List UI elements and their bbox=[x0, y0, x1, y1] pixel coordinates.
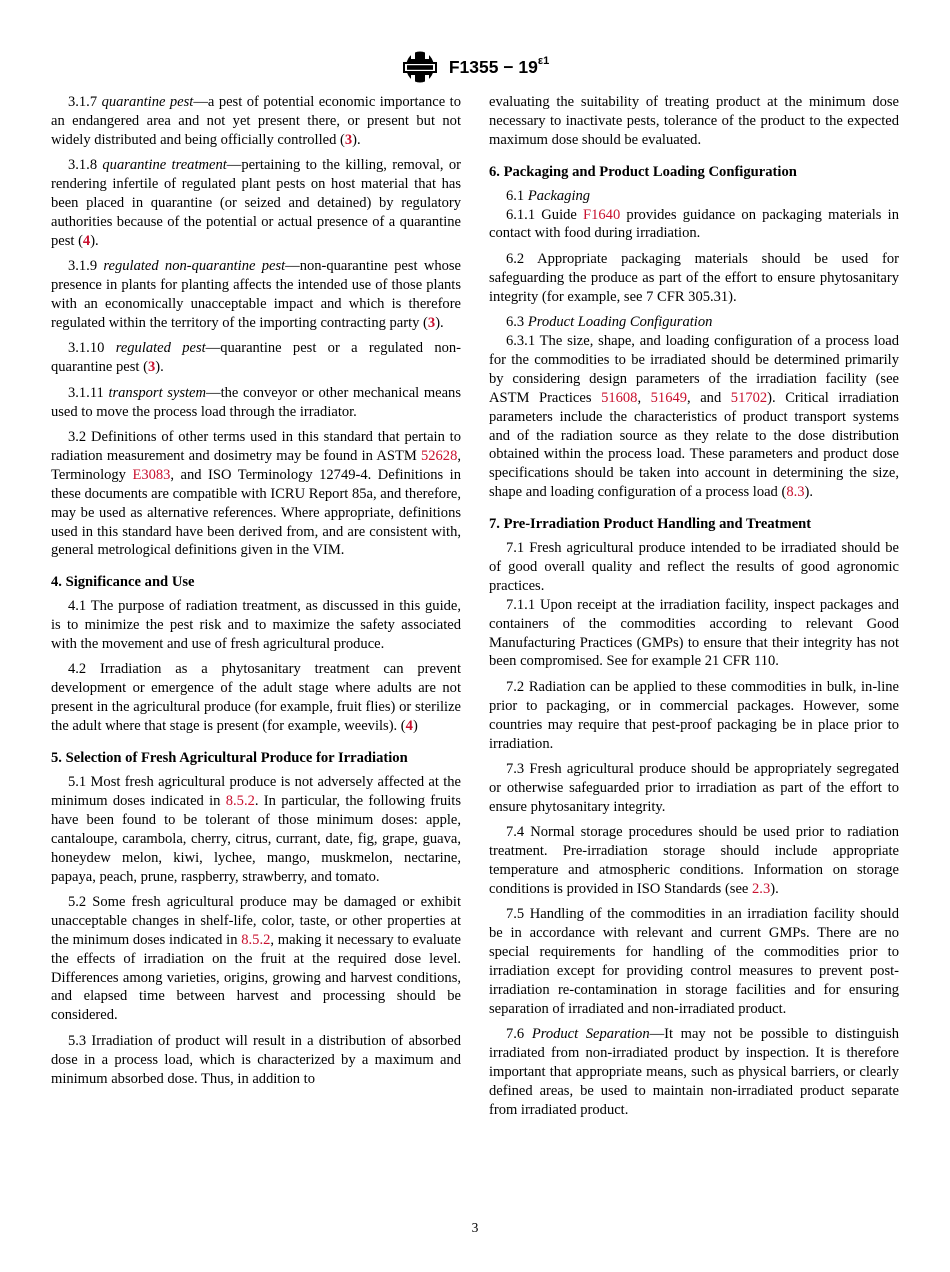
reference-link[interactable]: 3 bbox=[147, 359, 156, 376]
left-column bbox=[51, 93, 461, 1089]
reference-link[interactable]: 2.3 bbox=[752, 880, 771, 897]
para-3-2: 3.2 Definitions of other terms used in this standard that pertain to radiation measurement and dosimetry may be found in ASTM 52628, Terminology E3083, and ISO Terminology 12749-4. Definitions in these documents are compatible with ICRU Report 85a, and therefore, may be used as alternative references. Where appropriate, definitions used in this standard have been derived from, and are consistent with, general metrological definitions given in the VIM. bbox=[51, 429, 462, 559]
para-5-1: 5.1 Most fresh agricultural produce is not adversely affected at the minimum doses indicated in 8.5.2. In particular, the following fruits have been found to be tolerant of those minimum doses: apple, cantaloupe, carambola, cherry, citrus, currant, date, fig, grape, guava, honeydew melon, kiwi, lychee, mango, muskmelon, nectarine, papaya, peach, prune, raspberry, strawberry, and tomato. bbox=[51, 774, 461, 885]
reference-link[interactable]: 8.5.2 bbox=[225, 792, 255, 809]
para-6-3-1: 6.3.1 The size, shape, and loading configuration of a process load for the commodities to be irradiated should be determined primarily by considering design parameters of the irradiation facility (see ASTM Practices 51608, 51649, and 51702). Critical irradiation parameters include the characteristics of product transport systems and of the radiation source as they relate to the dose distribution obtained within the process load. These parameters and product dose specifications should be taken into account in determining the size, shape and loading configuration of a process load (8.3). bbox=[489, 332, 899, 501]
para-7-4: 7.4 Normal storage procedures should be used prior to radiation treatment. Pre-irradiation storage should include appropriate temperature and atmospheric conditions. Information on storage conditions is provided in ISO Standards (see 2.3). bbox=[489, 824, 899, 897]
reference-link[interactable]: 3 bbox=[344, 131, 353, 148]
para-7-6: 7.6 Product Separation—It may not be possible to distinguish irradiated from non-irradiated product by inspection. It is therefore important that appropriate means, such as physical barriers, or clearly defined areas, be used to maintain non-irradiated product separate from irradiated product. bbox=[489, 1026, 899, 1118]
reference-link[interactable]: 3 bbox=[427, 314, 436, 331]
para-7-1-1: 7.1.1 Upon receipt at the irradiation facility, inspect packages and containers of the commodities according to relevant Good Manufacturing Practices (GMPs) to ensure that their integrity has not been compromised. See for example 21 CFR 110. bbox=[489, 596, 899, 670]
edition-superscript: ε1 bbox=[537, 54, 550, 67]
right-column bbox=[489, 93, 899, 1120]
section-heading-6: 6. Packaging and Product Loading Configuration bbox=[489, 163, 797, 180]
para-6-2: 6.2 Appropriate packaging materials should be used for safeguarding the produce as part of the effort to ensure phytosanitary integrity (for example, see 7 CFR 305.31). bbox=[489, 250, 899, 305]
document-designation: $F1355 - 19^{\varepsilon 1}$ bbox=[448, 54, 550, 77]
para-3-1-7: 3.1.7 quarantine pest—a pest of potential economic importance to an endangered area and not yet present there, or present but not widely distributed and being officially controlled (3). bbox=[51, 94, 461, 148]
page-number: 3 bbox=[471, 1220, 479, 1235]
page-header bbox=[0, 50, 950, 84]
reference-link[interactable]: 4 bbox=[82, 232, 91, 249]
reference-link[interactable]: F1640 bbox=[583, 206, 621, 223]
para-3-1-8: 3.1.8 quarantine treatment—pertaining to the killing, removal, or rendering infertile of regulated plant pests on host material that has been placed in quarantine (or seized and detained) by regulatory authorities because of the potential or actual presence of a quarantine pest (4). bbox=[51, 157, 461, 249]
para-7-3: 7.3 Fresh agricultural produce should be appropriately segregated or otherwise safeguarded prior to irradiation as part of the effort to ensure phytosanitary integrity. bbox=[489, 761, 899, 815]
para-7-5: 7.5 Handling of the commodities in an irradiation facility should be in accordance with relevant and current GMPs. There are no special requirements for handling of the commodities prior to irradiation except for providing control measures to prevent post-irradiation re-contamination in storage facilities and for ensuring separation of irradiated and non-irradiated product. bbox=[489, 906, 899, 1017]
reference-link[interactable]: 51649 bbox=[650, 389, 688, 406]
para-4-2: 4.2 Irradiation as a phytosanitary treatment can prevent development or emergence of the adult stage where adults are not present in the agricultural produce (for example, fruit flies) or sterilize the adult where that stage is present (for example, weevils). (4) bbox=[51, 661, 461, 735]
reference-link[interactable]: 51702 bbox=[730, 389, 768, 406]
para-3-1-11: 3.1.11 transport system—the conveyor or other mechanical means used to move the process load through the irradiator. bbox=[51, 384, 461, 420]
para-6-3: 6.3 Product Loading Configuration bbox=[506, 314, 713, 331]
para-3-1-9: 3.1.9 regulated non-quarantine pest—non-quarantine pest whose presence in plants for planting affects the intended use of those plants with an economically unacceptable impact and which is therefore regulated within the territory of the importing contracting party (3). bbox=[51, 258, 461, 331]
para-5-2: 5.2 Some fresh agricultural produce may be damaged or exhibit unacceptable changes in shelf-life, color, taste, or other properties at the minimum doses indicated in 8.5.2, making it necessary to evaluate the effects of irradiation on the fruit at the required dose level. Differences among varieties, origins, growing and harvest conditions, and elapsed time between harvest and processing should be considered. bbox=[51, 893, 461, 1024]
para-3-1-10: 3.1.10 regulated pest—quarantine pest or a regulated non-quarantine pest (3). bbox=[51, 340, 461, 376]
para-5-3: 5.3 Irradiation of product will result in a distribution of absorbed dose in a process load, which is characterized by a maximum and minimum absorbed dose. Thus, in addition to bbox=[51, 1032, 461, 1087]
para-5-3-continued: evaluating the suitability of treating product at the minimum dose necessary to inactivate pests, tolerance of the product to the expected maximum dose should be evaluated. bbox=[489, 94, 899, 148]
astm-logo-icon bbox=[401, 50, 439, 84]
para-7-2: 7.2 Radiation can be applied to these commodities in bulk, in-line prior to packaging, or in commercial packages. However, some countries may require that pest-proof packaging be in place prior to irradiation. bbox=[489, 678, 899, 752]
section-heading-7: 7. Pre-Irradiation Product Handling and Treatment bbox=[489, 516, 812, 533]
reference-link[interactable]: 52628 bbox=[420, 447, 458, 464]
para-4-1: 4.1 The purpose of radiation treatment, as discussed in this guide, is to minimize the pest risk and to maximize the safety associated with the movement and use of fresh agricultural produce. bbox=[51, 598, 461, 653]
reference-link[interactable]: E3083 bbox=[132, 466, 171, 483]
section-heading-4: 4. Significance and Use bbox=[51, 574, 195, 591]
para-6-1-1: 6.1.1 Guide F1640 provides guidance on packaging materials in contact with food during irradiation. bbox=[489, 206, 899, 242]
para-6-1: 6.1 Packaging bbox=[506, 187, 591, 204]
section-heading-5: 5. Selection of Fresh Agricultural Produce for Irradiation bbox=[51, 750, 408, 767]
reference-link[interactable]: 51608 bbox=[601, 389, 638, 406]
reference-link[interactable]: 8.5.2 bbox=[241, 931, 271, 948]
reference-link[interactable]: 8.3 bbox=[786, 484, 805, 501]
reference-link[interactable]: 4 bbox=[405, 718, 413, 735]
para-7-1: 7.1 Fresh agricultural produce intended to be irradiated should be of good overall quality and reflect the results of good agronomic practices. bbox=[489, 540, 899, 594]
